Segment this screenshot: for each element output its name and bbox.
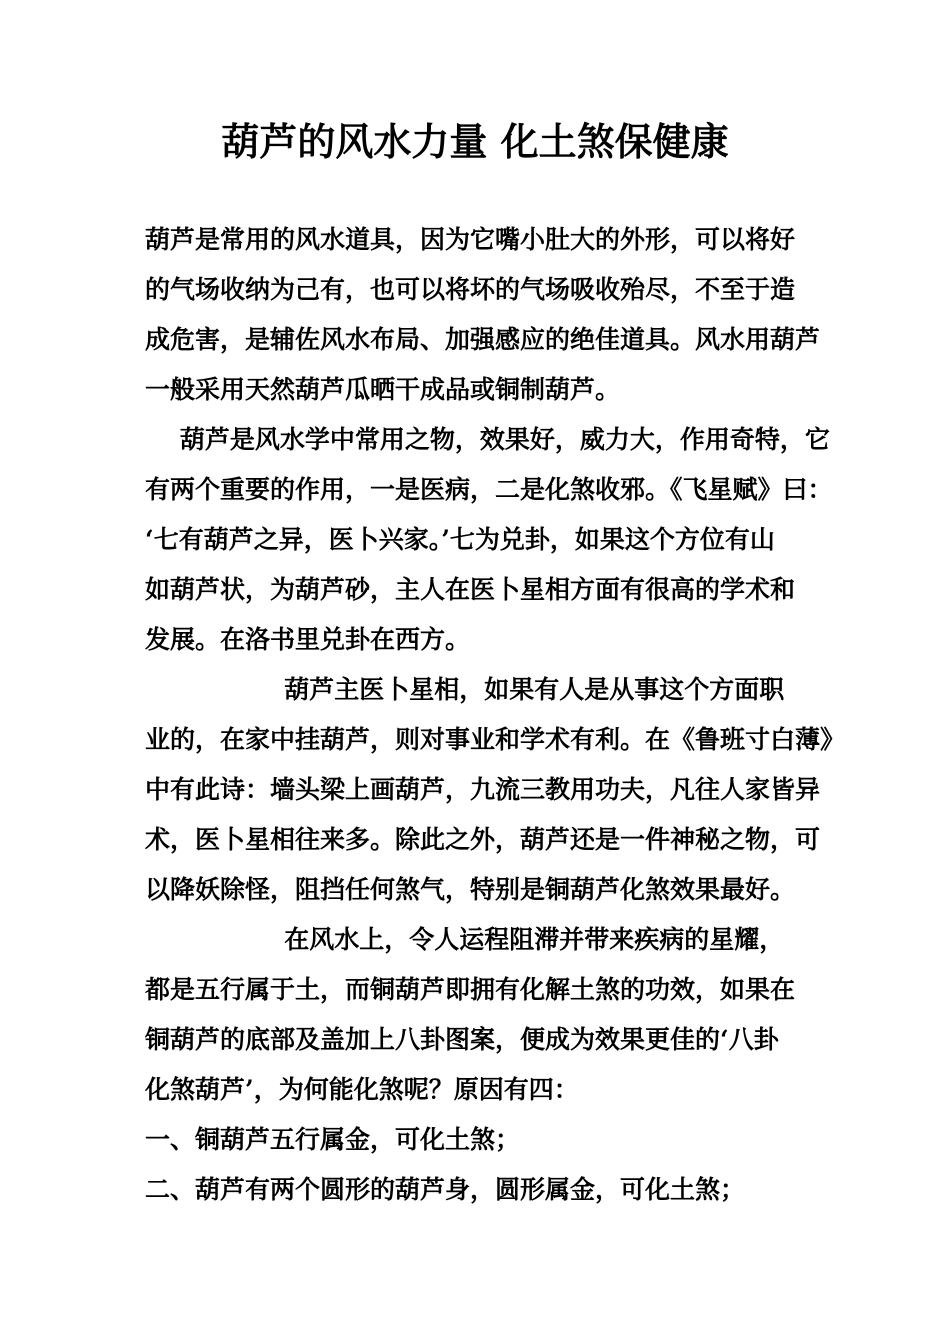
text-line: 中有此诗：墙头梁上画葫芦，九流三教用功夫，凡往人家皆异 xyxy=(145,775,821,804)
text-line: 业的，在家中挂葫芦，则对事业和学术有利。在《鲁班寸白薄》 xyxy=(145,725,846,754)
text-line: 都是五行属于土，而铜葫芦即拥有化解土煞的功效，如果在 xyxy=(145,975,796,1004)
text-line: 二、葫芦有两个圆形的葫芦身，圆形属金，可化土煞； xyxy=(145,1175,746,1204)
text-line: 一般采用天然葫芦瓜晒干成品或铜制葫芦。 xyxy=(145,375,621,404)
text-line: 如葫芦状，为葫芦砂，主人在医卜星相方面有很高的学术和 xyxy=(145,575,796,604)
text-line: 成危害，是辅佐风水布局、加强感应的绝佳道具。风水用葫芦 xyxy=(145,325,821,354)
text-line: ‘七有葫芦之异，医卜兴家。’七为兑卦，如果这个方位有山 xyxy=(145,525,775,554)
text-line: 铜葫芦的底部及盖加上八卦图案，便成为效果更佳的‘八卦 xyxy=(145,1025,779,1054)
text-line: 化煞葫芦’，为何能化煞呢？原因有四： xyxy=(145,1075,579,1104)
text-line: 葫芦是常用的风水道具，因为它嘴小肚大的外形，可以将好 xyxy=(145,225,796,254)
text-line: 在风水上，令人运程阻滞并带来疾病的星耀， xyxy=(145,925,785,954)
text-line: 发展。在洛书里兑卦在西方。 xyxy=(145,625,471,654)
text-line: 有两个重要的作用，一是医病，二是化煞收邪。《飞星赋》曰： xyxy=(145,475,833,504)
text-line: 以降妖除怪，阻挡任何煞气，特别是铜葫芦化煞效果最好。 xyxy=(145,875,796,904)
page-title: 葫芦的风水力量 化土煞保健康 xyxy=(221,119,729,164)
text-line: 葫芦是风水学中常用之物，效果好，威力大，作用奇特，它 xyxy=(145,425,830,454)
text-line: 的气场收纳为己有，也可以将坏的气场吸收殆尽，不至于造 xyxy=(145,275,796,304)
text-line: 一、铜葫芦五行属金，可化土煞； xyxy=(145,1125,521,1154)
text-line: 术，医卜星相往来多。除此之外，葫芦还是一件神秘之物，可 xyxy=(145,825,821,854)
text-line: 葫芦主医卜星相，如果有人是从事这个方面职 xyxy=(145,675,785,704)
